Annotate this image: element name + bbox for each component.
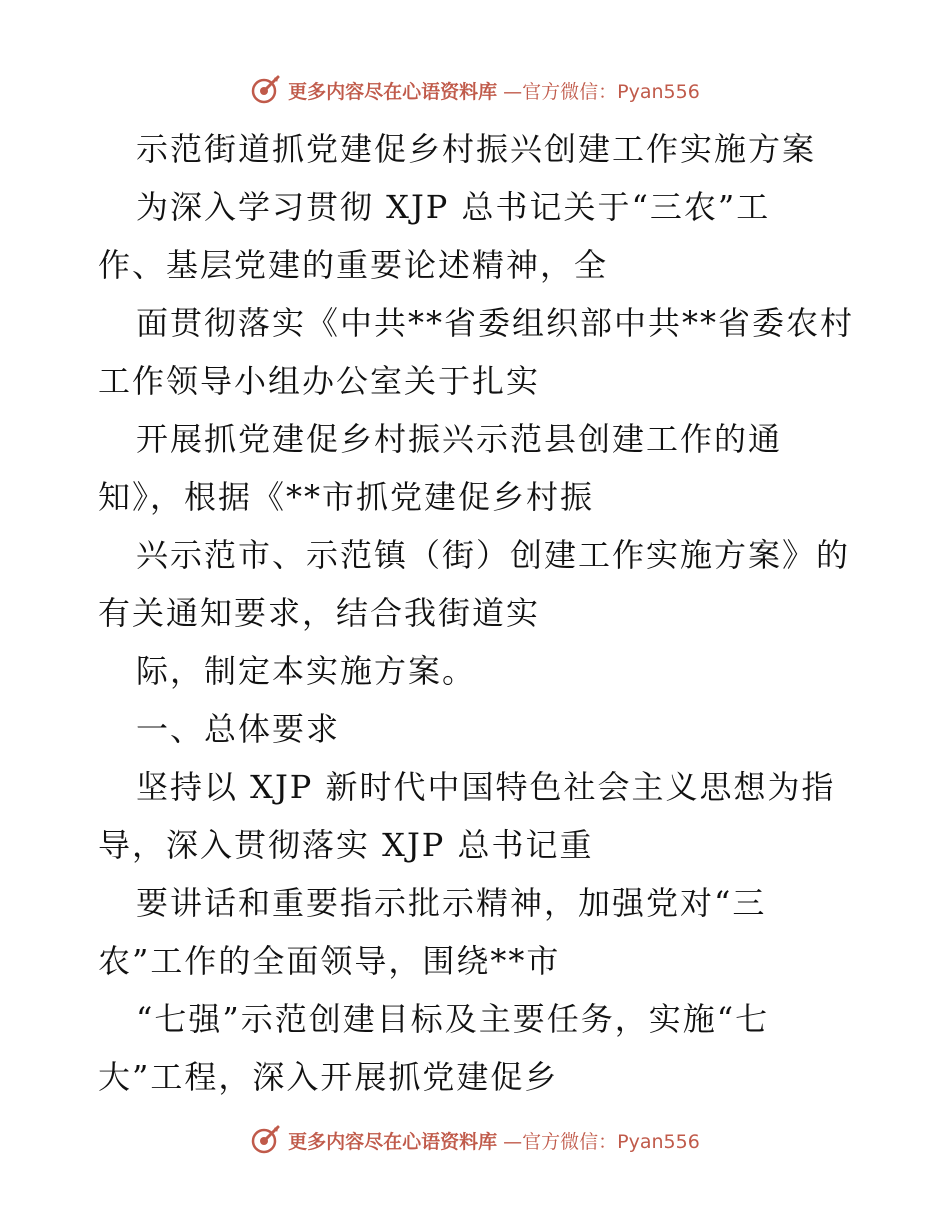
section-heading: 一、总体要求 — [136, 710, 341, 748]
paragraph-line: “七强”示范创建目标及主要任务，实施“七 — [136, 1000, 770, 1038]
paragraph-line: 开展抓党建促乡村振兴示范县创建工作的通 — [136, 420, 783, 458]
paragraph-line: 工作领导小组办公室关于扎实 — [98, 362, 541, 400]
banner-brand-text: 更多内容尽在心语资料库 — [288, 1130, 498, 1153]
paragraph-line: 坚持以 XJP 新时代中国特色社会主义思想为指 — [136, 768, 836, 806]
paragraph-line: 际，制定本实施方案。 — [136, 652, 477, 690]
paragraph-line: 知》，根据《**市抓党建促乡村振 — [98, 478, 595, 516]
banner-wechat-text: —官方微信：Pyan556 — [503, 80, 700, 103]
pen-logo-icon — [250, 1124, 282, 1156]
footer-banner — [0, 1120, 950, 1160]
banner-wechat-text: —官方微信：Pyan556 — [503, 1130, 700, 1153]
paragraph-line: 有关通知要求，结合我街道实 — [98, 594, 541, 632]
banner-brand-text: 更多内容尽在心语资料库 — [288, 80, 498, 103]
document-title: 示范街道抓党建促乡村振兴创建工作实施方案 — [136, 130, 817, 168]
pen-logo-icon — [250, 74, 282, 106]
paragraph-line: 大”工程，深入开展抓党建促乡 — [98, 1058, 559, 1096]
paragraph-line: 面贯彻落实《中共**省委组织部中共**省委农村 — [136, 304, 855, 342]
paragraph-line: 作、基层党建的重要论述精神，全 — [98, 246, 609, 284]
paragraph-line: 要讲话和重要指示批示精神，加强党对“三 — [136, 884, 767, 922]
document-body — [98, 120, 888, 1106]
header-banner — [0, 70, 950, 110]
paragraph-line: 为深入学习贯彻 XJP 总书记关于“三农”工 — [136, 188, 771, 226]
paragraph-line: 导，深入贯彻落实 XJP 总书记重 — [98, 826, 594, 864]
paragraph-line: 农”工作的全面领导，围绕**市 — [98, 942, 561, 980]
paragraph-line: 兴示范市、示范镇（街）创建工作实施方案》的 — [136, 536, 851, 574]
